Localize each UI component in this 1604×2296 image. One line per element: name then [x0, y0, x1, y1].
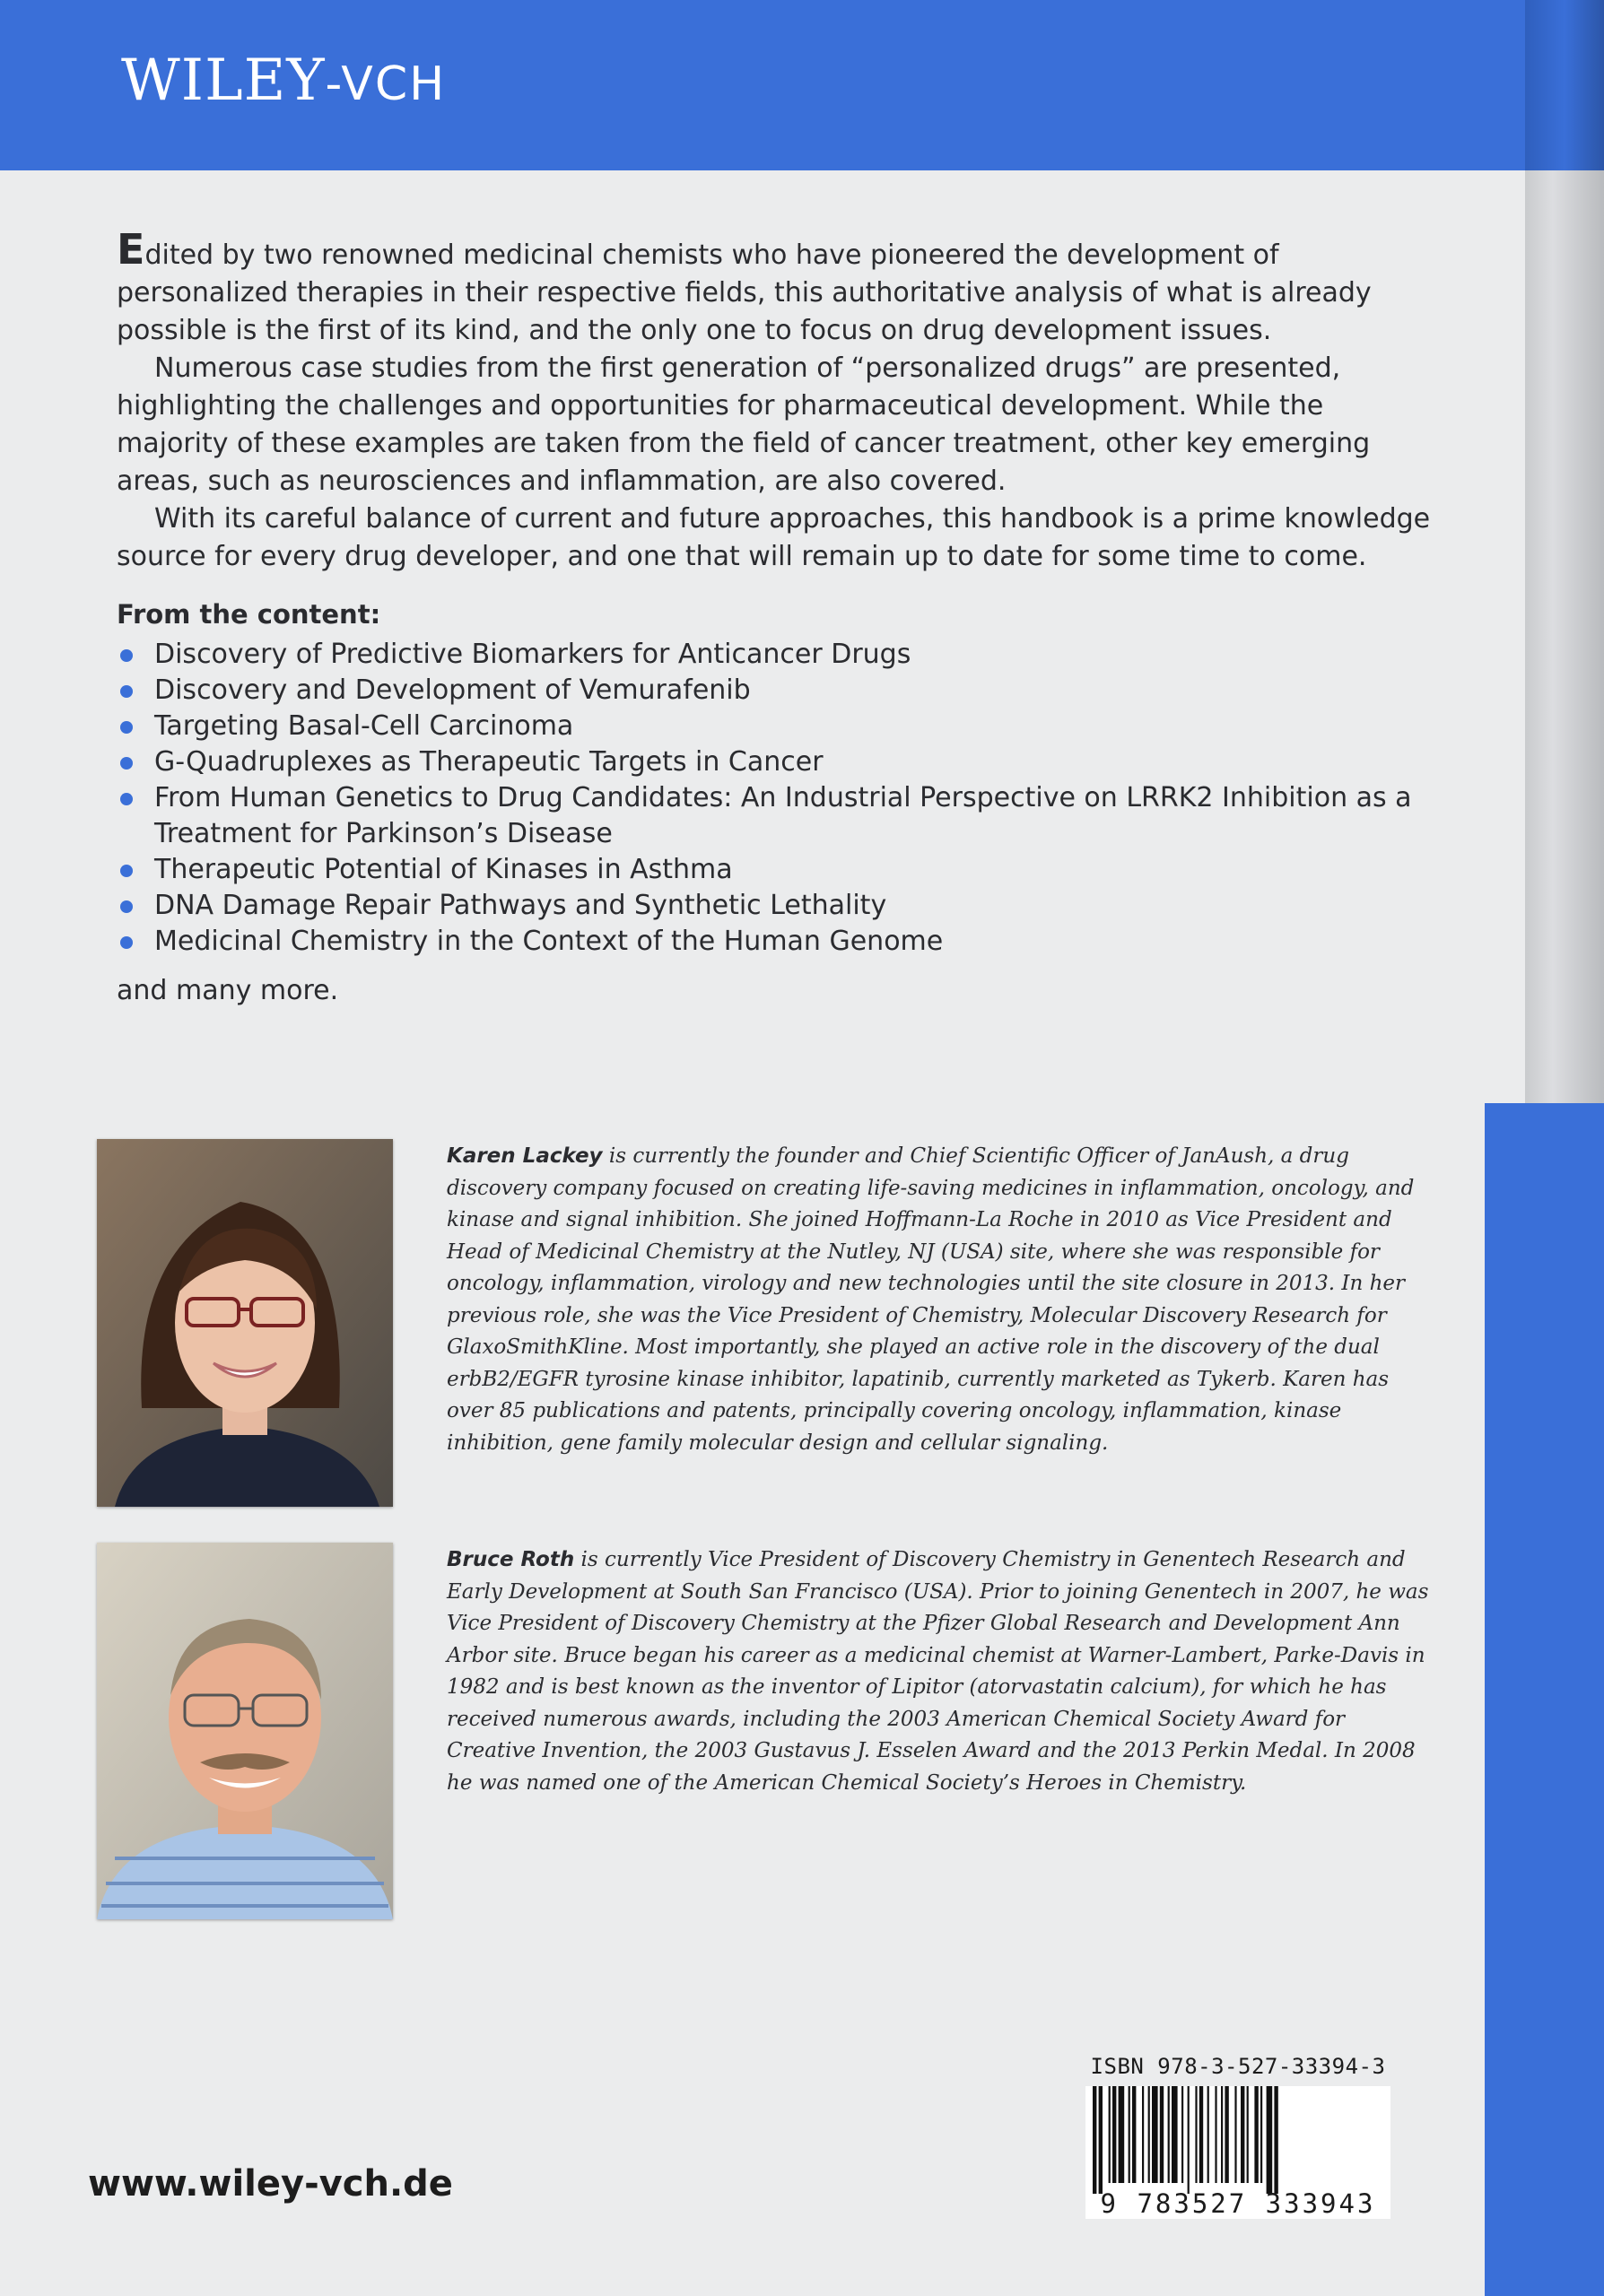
list-item-label: DNA Damage Repair Pathways and Synthetic Lethality: [154, 890, 887, 921]
barcode-bar: [1254, 2086, 1258, 2183]
barcode-digits: 9 783527 333943: [1085, 2188, 1390, 2219]
bullet-icon: [120, 649, 133, 662]
bullet-icon: [120, 757, 133, 770]
barcode-bar: [1181, 2086, 1183, 2183]
barcode-bar: [1199, 2086, 1203, 2183]
barcode-bar: [1099, 2086, 1103, 2194]
barcode-bar: [1093, 2086, 1096, 2194]
barcode-bar: [1129, 2086, 1130, 2183]
spine-blue-band: [1525, 0, 1604, 170]
intro-paragraph-1-text: dited by two renowned medicinal chemists who have pioneered the development of personalized therapies in their respective fields, this authoritative analysis of what is already possible is the first of its kind, and the only one to focus on drug development issues.: [117, 239, 1372, 346]
barcode-bar: [1241, 2086, 1244, 2183]
author-photo-karen: [97, 1139, 393, 1507]
list-item-label: Targeting Basal-Cell Carcinoma: [154, 710, 574, 742]
publisher-name: WILEY: [121, 48, 326, 114]
dropcap: E: [117, 225, 145, 274]
barcode-bar: [1132, 2086, 1136, 2183]
author-bio-text: [447, 1544, 1434, 1799]
list-item: [117, 637, 1435, 673]
intro-paragraph-3: With its careful balance of current and future approaches, this handbook is a prime knowledge source for every drug developer, and one that will remain up to date for some time to come.: [117, 503, 1431, 572]
author-photo-bruce: [97, 1543, 393, 1919]
intro-paragraph-1: [117, 225, 1435, 350]
barcode-bar: [1225, 2086, 1228, 2183]
contents-heading: From the content:: [117, 599, 381, 630]
barcode-bar: [1142, 2086, 1144, 2183]
list-item: [117, 709, 1435, 744]
author-name: Karen Lackey: [447, 1144, 603, 1168]
publisher-logo: [121, 48, 447, 114]
barcode-bar: [1195, 2086, 1197, 2183]
publisher-website: www.wiley-vch.de: [88, 2163, 453, 2205]
barcode-bar: [1234, 2086, 1236, 2183]
blurb: [117, 225, 1435, 1010]
barcode-bar: [1274, 2086, 1277, 2194]
list-item: [117, 888, 1435, 924]
bullet-icon: [120, 936, 133, 949]
barcode-bar: [1172, 2086, 1178, 2183]
list-item: [117, 780, 1435, 852]
bullet-icon: [120, 900, 133, 913]
list-item-label: G-Quadruplexes as Therapeutic Targets in Cancer: [154, 746, 824, 778]
barcode: [1085, 2086, 1390, 2194]
side-blue-stripe: [1485, 1103, 1604, 2296]
author-bio-body: is currently Vice President of Discovery Chemistry in Genentech Research and Early Development at South San Francisco (USA). Prior to joining Genentech in 2007, he was Vice President of Discovery Chemistry at the Pfizer Global Research and Development Ann Arbor site. Bruce began his career as a medicinal chemist at Warner-Lambert, Parke-Davis in 1982 and is best known as the inventor of Lipitor (atorvastatin calcium), for which he has received numerous awards, including the 2003 American Chemical Society Award for Creative Invention, the 2003 Gustavus J. Esselen Award and the 2013 Perkin Medal. In 2008 he was named one of the American Chemical Society’s Heroes in Chemistry.: [447, 1548, 1429, 1795]
list-item: [117, 744, 1435, 780]
publisher-suffix: -VCH: [325, 57, 447, 111]
barcode-bar: [1148, 2086, 1150, 2183]
author-bio-body: is currently the founder and Chief Scientific Officer of JanAush, a drug discovery company focused on creating life-saving medicines in inflammation, oncology, and kinase and signal inhibition. She joined Hoffmann-La Roche in 2010 as Vice President and Head of Medicinal Chemistry at the Nutley, NJ (USA) site, where she was responsible for oncology, inflammation, virology and new technologies until the site closure in 2013. In her previous role, she was the Vice President of Chemistry, Molecular Discovery Research for GlaxoSmithKline. Most importantly, she played an active role in the discovery of the dual erbB2/EGFR tyrosine kinase inhibitor, lapatinib, currently marketed as Tykerb. Karen has over 85 publications and patents, principally covering oncology, inflammation, kinase inhibition, gene family molecular design and cellular signaling.: [447, 1144, 1415, 1455]
bullet-icon: [120, 865, 133, 877]
intro-paragraph-2: Numerous case studies from the first generation of “personalized drugs” are presented, highlighting the challenges and opportunities for pharmaceutical development. While the majority of these examples are taken from the field of cancer treatment, other key emerging areas, such as neurosciences and inflammation, are also covered.: [117, 352, 1371, 497]
barcode-bar: [1168, 2086, 1170, 2183]
intro-text: [117, 225, 1435, 576]
barcode-bar: [1152, 2086, 1158, 2183]
barcode-bar: [1260, 2086, 1262, 2183]
bullet-icon: [120, 721, 133, 734]
barcode-bar: [1109, 2086, 1111, 2183]
contents-list: [117, 637, 1435, 960]
barcode-bar: [1221, 2086, 1223, 2183]
list-item-label: Medicinal Chemistry in the Context of the Human Genome: [154, 926, 944, 957]
barcode-bar: [1119, 2086, 1125, 2183]
barcode-bar: [1160, 2086, 1164, 2183]
isbn-label: ISBN 978-3-527-33394-3: [1090, 2054, 1386, 2079]
barcode-bar: [1247, 2086, 1249, 2183]
list-item-label: Discovery and Development of Vemurafenib: [154, 674, 751, 706]
barcode-bar: [1188, 2086, 1190, 2194]
list-item-label: Discovery of Predictive Biomarkers for Anticancer Drugs: [154, 639, 911, 670]
author-name: Bruce Roth: [447, 1548, 575, 1571]
barcode-bar: [1267, 2086, 1273, 2194]
list-item: [117, 924, 1435, 960]
barcode-bar: [1215, 2086, 1216, 2183]
barcode-bar: [1207, 2086, 1209, 2183]
bullet-icon: [120, 685, 133, 698]
author-bio-text: [447, 1141, 1434, 1459]
bullet-icon: [120, 793, 133, 805]
isbn-barcode-block: [1085, 2054, 1390, 2219]
list-item-label: Therapeutic Potential of Kinases in Asthma: [154, 854, 733, 885]
list-item: [117, 673, 1435, 709]
barcode-bar: [1112, 2086, 1116, 2183]
list-item-label: From Human Genetics to Drug Candidates: An Industrial Perspective on LRRK2 Inhibition as a Treatment for Parkinson’s Disease: [154, 782, 1412, 849]
and-many-more: and many more.: [117, 975, 339, 1006]
list-item: [117, 852, 1435, 888]
